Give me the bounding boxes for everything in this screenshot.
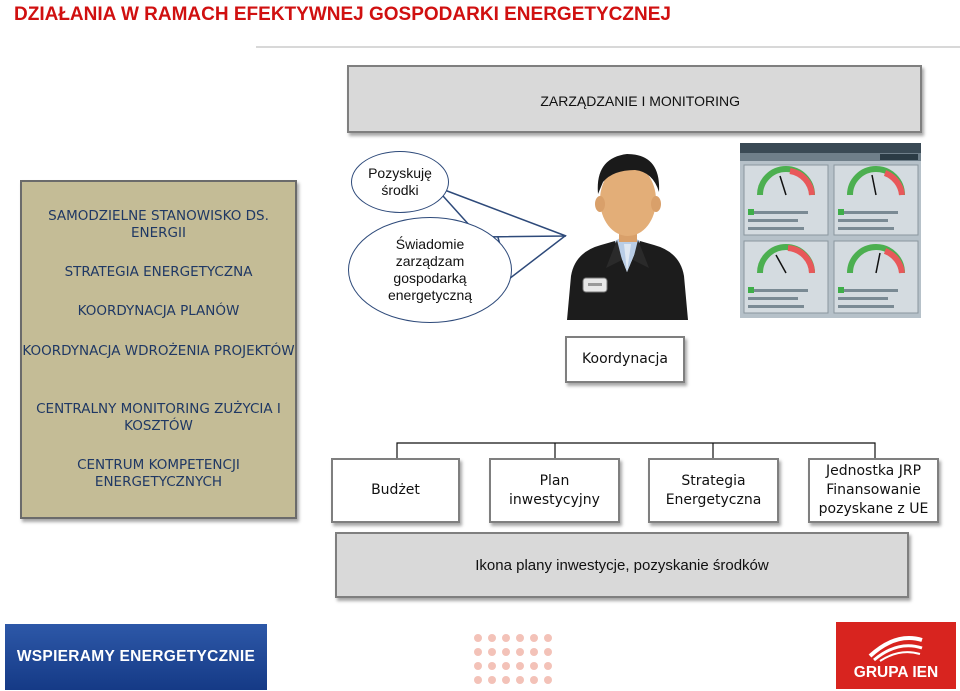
energy-strategy-box [648, 458, 779, 523]
bubble-management-text: Świadomie zarządzam gospodarką energetyczną [387, 236, 473, 303]
speech-bubble-management [348, 217, 512, 323]
energy-strategy-label: Strategia Energetyczna [665, 472, 762, 508]
jrp-unit-label: Jednostka JRP Finansowanie pozyskane z UE [818, 463, 929, 517]
left-panel-item: KOORDYNACJA PLANÓW [77, 303, 240, 319]
budget-box [331, 458, 460, 523]
budget-label: Budżet [371, 482, 420, 498]
summary-label: Ikona plany inwestycje, pozyskanie środków [475, 556, 769, 574]
company-logo [836, 622, 956, 689]
left-panel-item: CENTRALNY MONITORING ZUŻYCIA I KOSZTÓW [36, 401, 281, 434]
decorative-pattern-icon [470, 630, 562, 686]
management-label: ZARZĄDZANIE I MONITORING [540, 93, 740, 109]
left-panel-item: SAMODZIELNE STANOWISKO DS. ENERGII [48, 208, 269, 241]
manager-person-icon [565, 148, 690, 320]
left-panel-item: STRATEGIA ENERGETYCZNA [64, 264, 253, 280]
company-logo-label: GRUPA IEN [853, 664, 939, 681]
summary-box [335, 532, 909, 598]
coordination-box [565, 336, 685, 383]
footer-banner-label: WSPIERAMY ENERGETYCZNIE [16, 648, 256, 665]
footer-banner [5, 624, 267, 690]
investment-plan-label: Plan inwestycyjny [509, 472, 600, 508]
left-panel-item: KOORDYNACJA WDROŻENIA PROJEKTÓW [22, 343, 295, 359]
bubble-funding-text: Pozyskuję środki [368, 165, 432, 198]
jrp-unit-box [808, 458, 939, 523]
left-panel-item: CENTRUM KOMPETENCJI ENERGETYCZNYCH [77, 457, 240, 490]
page-title: DZIAŁANIA W RAMACH EFEKTYWNEJ GOSPODARKI ENERGETYCZNEJ [14, 4, 671, 25]
logo-swoosh-icon [866, 630, 926, 662]
investment-plan-box [489, 458, 620, 523]
monitoring-dashboard-icon [740, 143, 921, 318]
speech-bubble-funding [351, 151, 449, 213]
coordination-label: Koordynacja [582, 351, 668, 367]
